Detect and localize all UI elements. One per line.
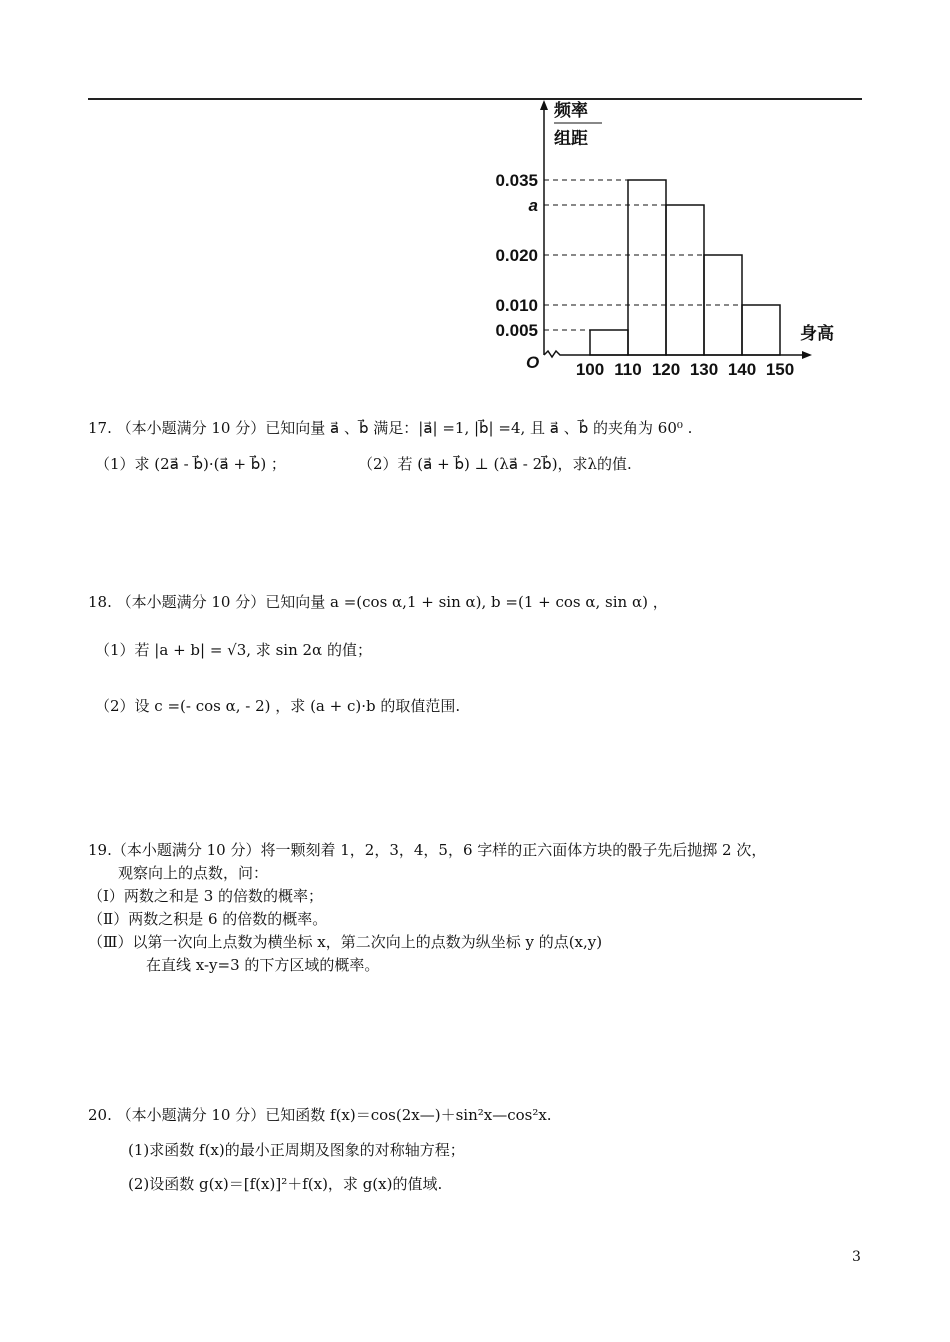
y-tick-label: 0.020: [495, 246, 538, 265]
origin-label: O: [526, 353, 540, 372]
q19-line2: 观察向上的点数，问：: [118, 864, 269, 882]
histogram-bar: [628, 180, 666, 355]
page-number: 3: [852, 1249, 861, 1265]
y-tick-label: 0.005: [495, 321, 538, 340]
histogram-chart: [480, 96, 840, 386]
q17-line1: 17. （本小题满分 10 分）已知向量 a⃗ 、b⃗ 满足：|a⃗| =1, |b⃗| =4, 且 a⃗ 、b⃗ 的夹角为 60⁰ .: [88, 419, 693, 437]
q20-line1: 20. （本小题满分 10 分）已知函数 f(x)＝cos(2x—)＋sin²x—cos²x.: [88, 1106, 552, 1124]
y-axis-label-top: 频率: [554, 101, 588, 120]
y-tick-label: a: [528, 196, 538, 215]
y-tick-label: 0.010: [495, 296, 538, 315]
x-tick-label: 130: [689, 360, 719, 379]
q19-part3b: 在直线 x-y=3 的下方区域的概率。: [146, 956, 380, 974]
q20-part1: (1)求函数 f(x)的最小正周期及图象的对称轴方程；: [128, 1141, 465, 1159]
q19-part2: （Ⅱ）两数之积是 6 的倍数的概率。: [88, 910, 328, 928]
y-axis-arrow: [540, 100, 548, 110]
q19-part3: （Ⅲ）以第一次向上点数为横坐标 x，第二次向上的点数为纵坐标 y 的点(x,y): [88, 933, 603, 951]
x-axis-label: 身高: [800, 324, 834, 343]
x-tick-label: 120: [651, 360, 681, 379]
histogram-bar: [666, 205, 704, 355]
histogram-bar: [590, 330, 628, 355]
x-tick-label: 100: [575, 360, 605, 379]
q19-line1: 19.（本小题满分 10 分）将一颗刻着 1，2，3，4，5，6 字样的正六面体方块的骰子先后抛掷 2 次，: [88, 841, 767, 859]
x-tick-label: 140: [727, 360, 757, 379]
q20-part2: (2)设函数 g(x)＝[f(x)]²＋f(x)，求 g(x)的值域.: [128, 1175, 443, 1193]
q18-line1: 18. （本小题满分 10 分）已知向量 a =(cos α,1 + sin α), b =(1 + cos α, sin α) ，: [88, 593, 668, 611]
y-axis-label-bottom: 组距: [554, 129, 588, 148]
x-tick-label: 110: [614, 360, 642, 379]
q17-part1: （1）求 (2a⃗ - b⃗)·(a⃗ + b⃗) ；: [95, 455, 286, 473]
q18-part2: （2）设 c =(- cos α, - 2) ，求 (a + c)·b 的取值范围.: [95, 697, 461, 715]
x-axis-arrow: [802, 351, 812, 359]
histogram-bar: [742, 305, 780, 355]
q18-part1: （1）若 |a + b| = √3, 求 sin 2α 的值；: [95, 641, 372, 659]
y-tick-label: 0.035: [495, 171, 538, 190]
x-axis: [544, 351, 804, 357]
q19-part1: （Ⅰ）两数之和是 3 的倍数的概率；: [88, 887, 324, 905]
q17-part2: （2）若 (a⃗ + b⃗) ⊥ (λa⃗ - 2b⃗)，求λ的值.: [358, 455, 632, 473]
x-tick-label: 150: [765, 360, 795, 379]
